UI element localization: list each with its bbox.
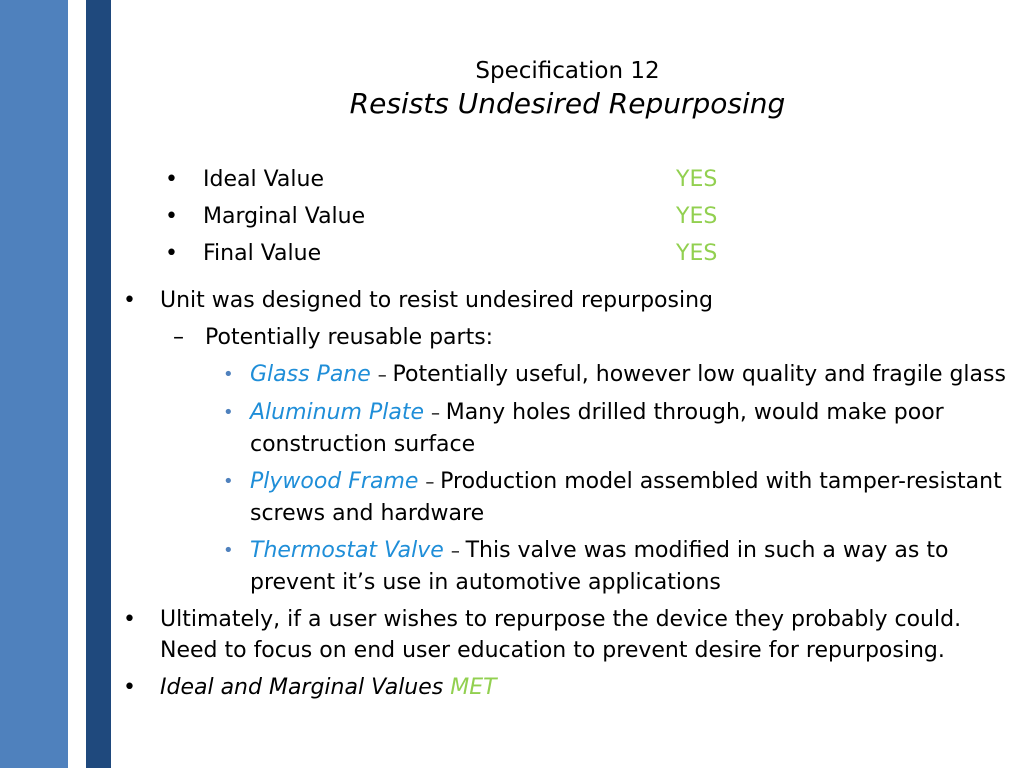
value-label: Ideal Value (203, 167, 324, 192)
sub-bullet-reusable-parts (120, 322, 1010, 353)
value-status: YES (676, 204, 718, 229)
bullet-icon: • (165, 204, 178, 229)
part-name: Aluminum Plate (250, 400, 424, 425)
value-status: YES (676, 241, 718, 266)
part-description: This valve was modified in such a way as to prevent it’s use in automotive applications (250, 538, 949, 595)
separator: – (430, 403, 446, 424)
bullet-icon: • (123, 288, 136, 313)
bullet-icon: • (123, 675, 136, 700)
part-item-thermostat-valve (120, 535, 1010, 598)
part-description: Potentially useful, however low quality and fragile glass (392, 362, 1006, 387)
value-status: YES (676, 167, 718, 192)
bullet-icon: • (165, 167, 178, 192)
separator: – (450, 541, 466, 562)
bullet-icon: • (223, 471, 234, 492)
left-accent-band-light (0, 0, 68, 768)
part-item-glass-pane (120, 359, 1010, 391)
sub-bullet-text: Potentially reusable parts: (205, 325, 494, 350)
value-label: Final Value (203, 241, 322, 266)
separator: – (425, 472, 441, 493)
bullet-text: Ultimately, if a user wishes to repurpose the device they probably could. Need to focus on end user education to prevent desire for repurposing. (160, 607, 962, 663)
value-label: Marginal Value (203, 204, 366, 229)
part-description: Production model assembled with tamper-resistant screws and hardware (250, 469, 1002, 526)
left-accent-band-dark (86, 0, 111, 768)
bullet-values-met (120, 672, 1010, 703)
met-status: MET (450, 675, 497, 700)
slide-body (120, 285, 1010, 709)
bullet-icon: • (223, 364, 234, 385)
bullet-design-intent (120, 285, 1010, 316)
separator: – (377, 365, 393, 386)
part-item-aluminum-plate (120, 397, 1010, 460)
bullet-icon: • (223, 540, 234, 561)
part-description: Many holes drilled through, would make poor construction surface (250, 400, 944, 457)
title-spec-name: Resists Undesired Repurposing (349, 86, 786, 120)
part-name: Thermostat Valve (250, 538, 444, 563)
part-name: Glass Pane (250, 362, 371, 387)
bullet-text: Ideal and Marginal Values (160, 675, 451, 700)
dash-bullet-icon: – (173, 325, 184, 350)
bullet-text: Unit was designed to resist undesired repurposing (160, 288, 713, 313)
part-item-plywood-frame (120, 466, 1010, 529)
bullet-icon: • (223, 402, 234, 423)
bullet-icon: • (123, 607, 136, 632)
part-name: Plywood Frame (250, 469, 419, 494)
bullet-icon: • (165, 241, 178, 266)
bullet-conclusion (120, 604, 1010, 666)
slide-title (111, 57, 1024, 121)
title-spec-number: Specification 12 (475, 58, 660, 84)
